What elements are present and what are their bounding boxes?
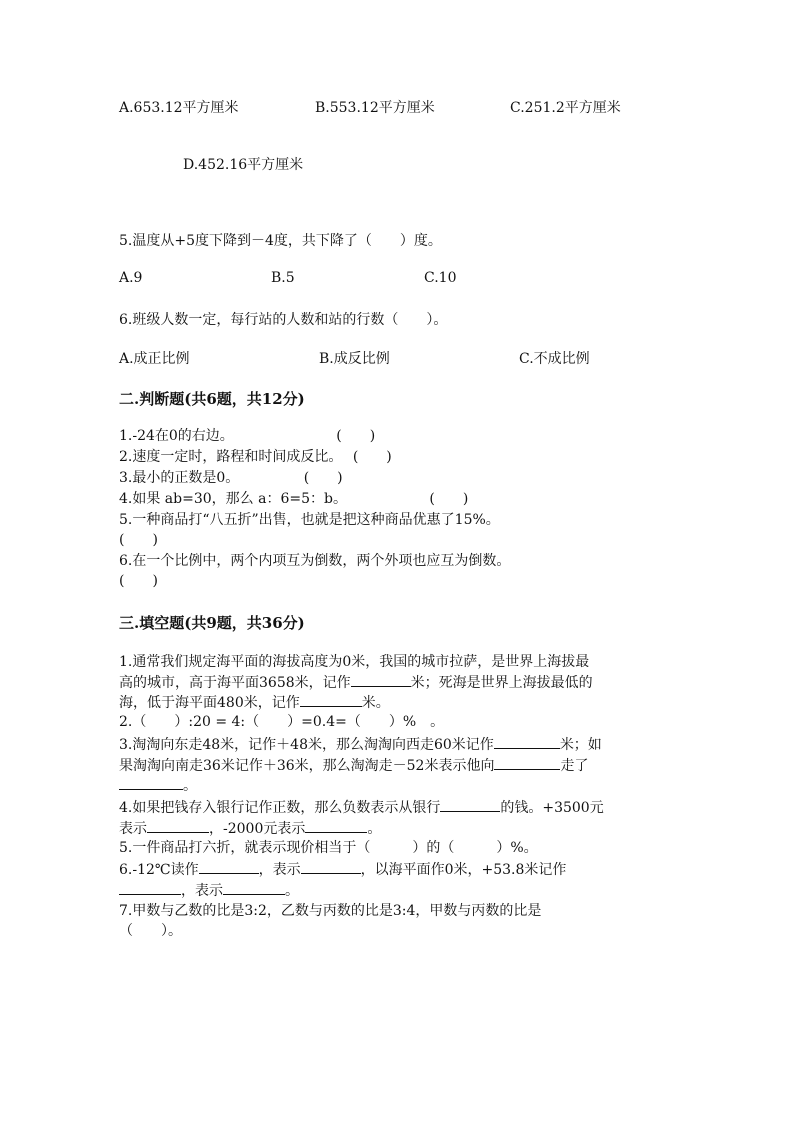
s2-item-2-answer-paren: ( ): [352, 449, 392, 465]
s2-item-2: [119, 447, 392, 467]
s3-q3-blank-2[interactable]: [494, 755, 560, 770]
section-3-heading: 三.填空题(共9题，共36分): [119, 614, 305, 632]
s2-item-2-text: 2.速度一定时，路程和时间成反比。: [119, 449, 343, 465]
q5-option-c: C.10: [424, 270, 457, 286]
q6-stem: 6.班级人数一定，每行站的人数和站的行数（ ）。: [119, 312, 448, 328]
s3-q1-line3-start: 海，低于海平面480米，记作: [119, 695, 300, 711]
s3-q3-line3-end: 。: [183, 778, 197, 794]
s3-q7-line1: 7.甲数与乙数的比是3:2，乙数与丙数的比是3:4，甲数与丙数的比是: [119, 903, 542, 919]
q6-option-c: C.不成比例: [519, 351, 590, 367]
s2-item-3-text: 3.最小的正数是0。: [119, 470, 240, 486]
q4-option-d: D.452.16平方厘米: [183, 157, 304, 173]
s3-q2: 2.（ ）:20 = 4:（ ）=0.4=（ ）% 。: [119, 714, 445, 730]
s3-q3-line1-end: 米；如: [559, 737, 602, 753]
s2-item-3: [119, 468, 343, 488]
s3-q1-line2-start: 高的城市，高于海平面3658米，记作: [119, 675, 351, 691]
s2-item-4-text: 4.如果 ab=30，那么 a：6=5：b。: [119, 491, 347, 507]
s3-q6-line1: [119, 859, 566, 880]
s3-q4-line2-start: 表示: [119, 821, 147, 837]
s2-item-1-answer-paren: ( ): [336, 428, 376, 444]
s2-item-4: [119, 489, 468, 509]
s3-q6-blank-1[interactable]: [199, 859, 259, 874]
q4-option-c: C.251.2平方厘米: [510, 100, 621, 116]
s3-q6-blank-2[interactable]: [301, 859, 361, 874]
s3-q6-blank-4[interactable]: [223, 880, 285, 895]
s3-q4-line2-end: 。: [367, 821, 382, 837]
s3-q1-line1: 1.通常我们规定海平面的海拔高度为0米，我国的城市拉萨，是世界上海拔最: [119, 654, 590, 670]
s2-item-5: 5.一种商品打“八五折”出售，也就是把这种商品优惠了15%。: [119, 512, 500, 528]
s3-q1-line3-end: 米。: [361, 695, 390, 711]
s2-item-3-answer-paren: ( ): [303, 470, 343, 486]
s3-q4-line2-mid: ，-2000元表示: [209, 821, 306, 837]
s3-q3-line2: [119, 755, 588, 776]
s3-q1-line2-end: 米；死海是世界上海拔最低的: [410, 675, 593, 691]
s3-q4-line1-start: 4.如果把钱存入银行记作正数，那么负数表示从银行: [119, 800, 441, 816]
s2-item-4-answer-paren: ( ): [429, 491, 469, 507]
s3-q6-line2-mid: ，表示: [181, 883, 223, 899]
s3-q6-line2: [119, 880, 299, 901]
s3-q3-line1-start: 3.淘淘向东走48米，记作＋48米，那么淘淘向西走60米记作: [119, 737, 494, 753]
s2-item-5-answer-paren: ( ): [119, 532, 158, 548]
q5-option-a: A.9: [119, 270, 143, 286]
s3-q3-line2-start: 果淘淘向南走36米记作＋36米，那么淘淘走－52米表示他向: [119, 758, 495, 774]
s3-q3-blank-1[interactable]: [494, 734, 560, 749]
s3-q3-line3: [119, 775, 197, 796]
q5-stem: 5.温度从+5度下降到－4度，共下降了（ ）度。: [119, 233, 442, 249]
section-2-heading: 二.判断题(共6题，共12分): [119, 390, 305, 408]
s3-q4-blank-3[interactable]: [305, 818, 367, 833]
s3-q4-line1-end: 的钱。+3500元: [500, 800, 604, 816]
s3-q1-line3: [119, 692, 390, 713]
s3-q4-blank-1[interactable]: [440, 797, 500, 812]
s3-q3-line1: [119, 734, 602, 755]
q6-option-b: B.成反比例: [319, 351, 390, 367]
q6-option-a: A.成正比例: [119, 351, 190, 367]
s3-q3-line2-end: 走了: [560, 758, 589, 774]
s3-q6-line1-mid: ，表示: [258, 862, 301, 878]
s3-q7-line2: （ ）。: [119, 923, 182, 939]
s3-q1-blank-2[interactable]: [300, 692, 362, 707]
s3-q3-blank-3[interactable]: [119, 775, 183, 790]
q4-option-a: A.653.12平方厘米: [119, 100, 239, 116]
s3-q1-blank-1[interactable]: [351, 672, 411, 687]
s2-item-1: [119, 426, 375, 446]
s3-q6-line2-end: 。: [285, 883, 299, 899]
s2-item-6: 6.在一个比例中，两个内项互为倒数，两个外项也应互为倒数。: [119, 553, 511, 569]
s3-q4-line1: [119, 797, 604, 818]
s3-q1-line2: [119, 672, 593, 693]
s3-q4-line2: [119, 818, 381, 839]
s3-q6-line1-start: 6.-12℃读作: [119, 862, 199, 878]
s3-q6-blank-3[interactable]: [119, 880, 181, 895]
s2-item-1-text: 1.-24在0的右边。: [119, 428, 234, 444]
q4-option-b: B.553.12平方厘米: [315, 100, 435, 116]
q5-option-b: B.5: [271, 270, 295, 286]
s3-q6-line1-end: ，以海平面作0米，+53.8米记作: [360, 862, 567, 878]
s2-item-6-answer-paren: ( ): [119, 573, 158, 589]
s3-q5: 5.一件商品打六折，就表示现价相当于（ ）的（ ）%。: [119, 840, 538, 856]
s3-q4-blank-2[interactable]: [147, 818, 209, 833]
